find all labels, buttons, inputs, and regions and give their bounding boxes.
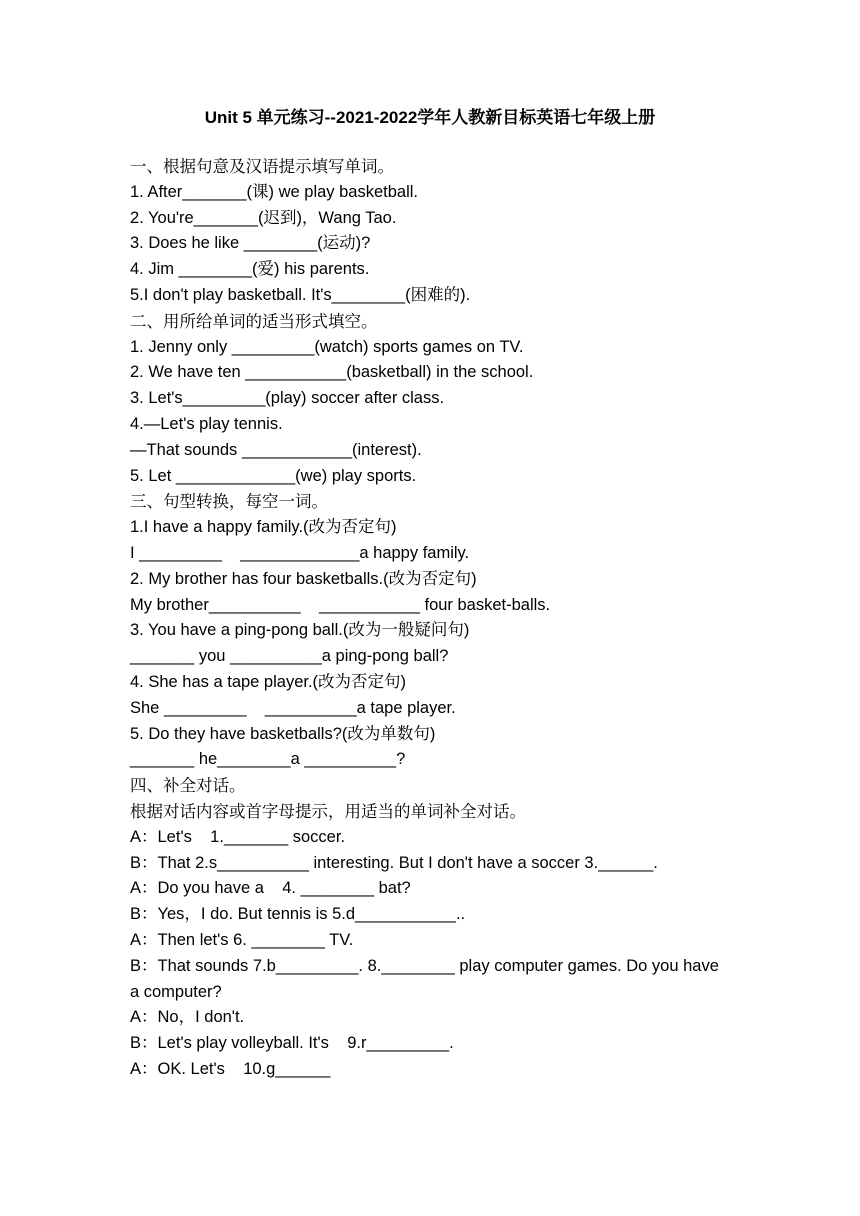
section-2-heading: 二、用所给单词的适当形式填空。 [130, 311, 378, 331]
section-3-heading: 三、句型转换，每空一词。 [130, 492, 328, 512]
section-3-item-1-question: 1.I have a happy family.(改为否定句) [130, 518, 397, 537]
dialogue-line-2: B：That 2.s__________ interesting. But I don't have a soccer 3.______. [130, 853, 658, 872]
section-1-item-5: 5.I don't play basketball. It's________(困难的). [130, 285, 471, 304]
dialogue-line-5: A：Then let's 6. ________ TV. [130, 930, 354, 949]
dialogue-line-9: A：OK. Let's 10.g______ [130, 1059, 331, 1078]
section-3-item-1-answer: I _________ _____________a happy family. [130, 543, 470, 562]
section-4-instruction: 根据对话内容或首字母提示，用适当的单词补全对话。 [130, 801, 526, 821]
section-4-heading: 四、补全对话。 [130, 776, 246, 796]
dialogue-line-6: B：That sounds 7.b_________. 8.________ play computer games. Do you have a computer? [130, 956, 719, 1001]
section-2-item-4a: 4.—Let's play tennis. [130, 414, 283, 433]
section-3-item-5-question: 5. Do they have basketballs?(改为单数句) [130, 724, 436, 743]
section-3-item-5-answer: _______ he________a __________? [130, 750, 406, 769]
section-3-item-3-question: 3. You have a ping-pong ball.(改为一般疑问句) [130, 621, 470, 640]
section-3-item-2-question: 2. My brother has four basketballs.(改为否定句) [130, 569, 477, 588]
section-2-item-3: 3. Let's_________(play) soccer after class. [130, 389, 445, 408]
section-1-item-3: 3. Does he like ________(运动)? [130, 234, 371, 253]
section-1-item-2: 2. You're_______(迟到)，Wang Tao. [130, 208, 397, 227]
section-3-item-2-answer: My brother__________ ___________ four basket-balls. [130, 595, 551, 614]
section-3-item-4-question: 4. She has a tape player.(改为否定句) [130, 672, 407, 691]
dialogue-line-3: A：Do you have a 4. ________ bat? [130, 879, 411, 898]
dialogue-line-7: A：No，I don't. [130, 1008, 245, 1027]
section-2-item-2: 2. We have ten ___________(basketball) in the school. [130, 363, 534, 382]
dialogue-line-1: A：Let's 1._______ soccer. [130, 827, 346, 846]
section-3-item-4-answer: She _________ __________a tape player. [130, 698, 456, 717]
section-2-item-4b: —That sounds ____________(interest). [130, 440, 422, 459]
dialogue-line-4: B：Yes，I do. But tennis is 5.d___________.. [130, 905, 466, 924]
section-2-item-1: 1. Jenny only _________(watch) sports games on TV. [130, 337, 524, 356]
section-1-heading: 一、根据句意及汉语提示填写单词。 [130, 157, 394, 176]
worksheet-title: Unit 5 单元练习--2021-2022学年人教新目标英语七年级上册 [204, 108, 656, 127]
section-3-item-3-answer: _______ you __________a ping-pong ball? [130, 647, 449, 666]
section-2-item-5: 5. Let _____________(we) play sports. [130, 466, 417, 485]
section-1-item-4: 4. Jim ________(爱) his parents. [130, 260, 370, 279]
section-1-item-1: 1. After_______(课) we play basketball. [130, 182, 419, 201]
worksheet-body [130, 154, 770, 1083]
dialogue-line-8: B：Let's play volleyball. It's 9.r_________. [130, 1034, 454, 1053]
